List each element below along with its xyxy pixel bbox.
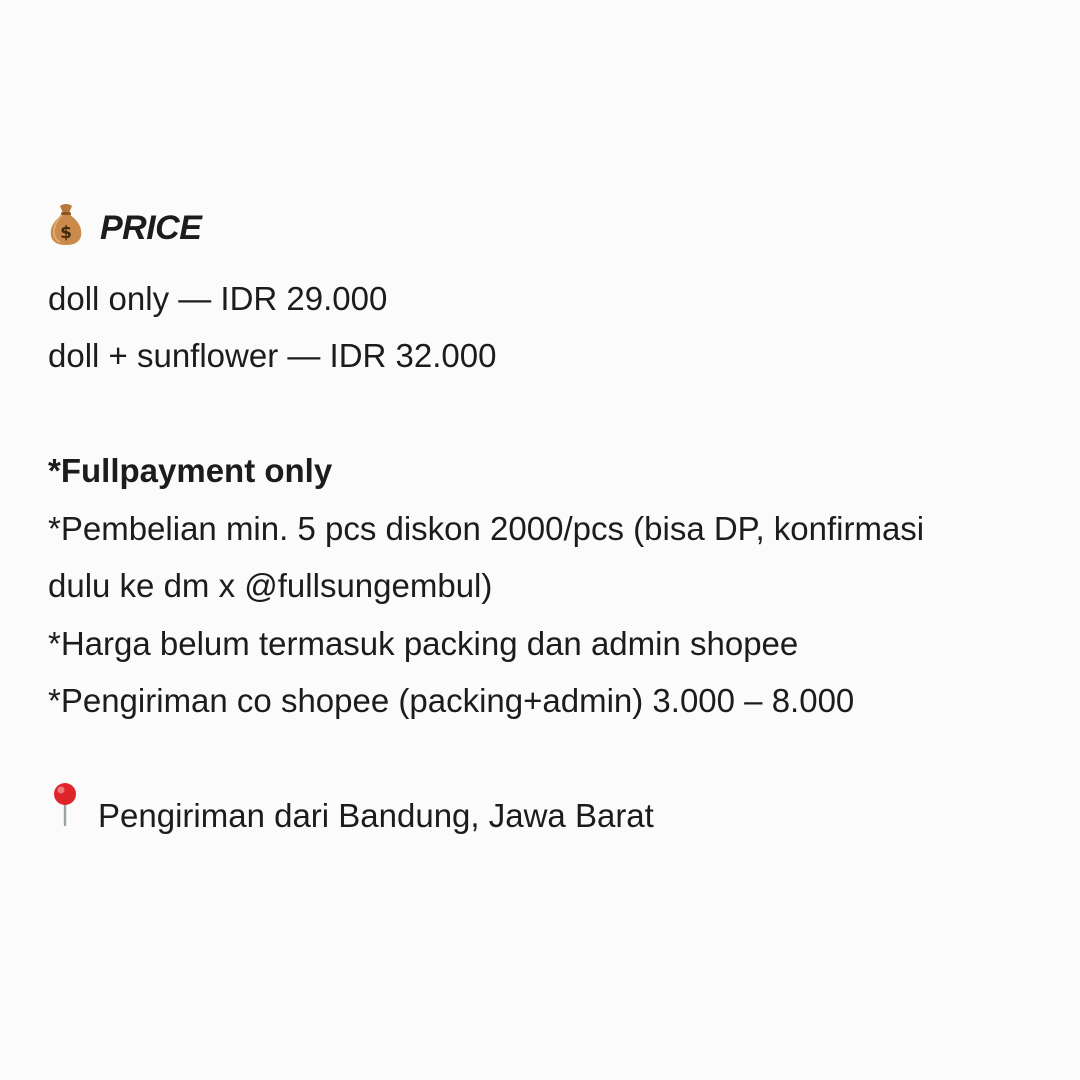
- price-doll-sunflower: doll + sunflower — IDR 32.000: [48, 337, 497, 374]
- note-price-exclusion: *Harga belum termasuk packing dan admin shopee: [48, 624, 799, 662]
- note-fullpayment: *Fullpayment only: [48, 452, 333, 489]
- spacer: [48, 730, 1058, 788]
- note-discount: *Pembelian min. 5 pcs diskon 2000/pcs (bisa DP, konfirmasi: [48, 509, 925, 547]
- price-title: PRICE: [100, 209, 202, 248]
- round-pushpin-icon: [48, 787, 98, 845]
- spacer: [48, 385, 1058, 443]
- svg-text:$: $: [60, 223, 72, 244]
- note-shipping-cost: *Pengiriman co shopee (packing+admin) 3.000 – 8.000: [48, 682, 855, 719]
- post-content: [48, 200, 1058, 845]
- price-heading: [48, 200, 1058, 258]
- shipping-location-text: Pengiriman dari Bandung, Jawa Barat: [98, 797, 654, 834]
- price-doll-only: doll only — IDR 29.000: [48, 279, 388, 317]
- shipping-location: [48, 787, 1058, 845]
- note-discount-continued: dulu ke dm x @fullsungembul): [48, 567, 493, 604]
- money-bag-icon: [48, 206, 100, 251]
